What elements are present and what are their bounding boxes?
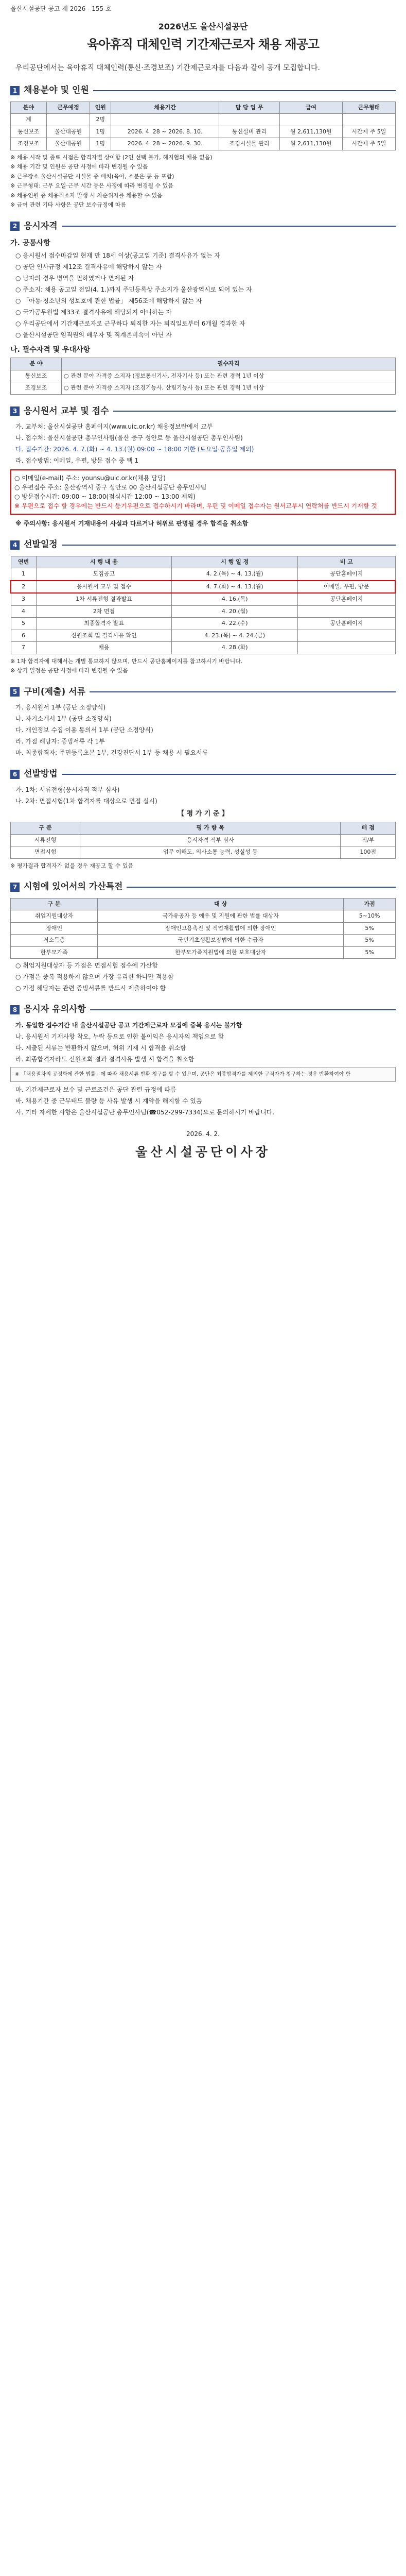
cell: 5% xyxy=(344,946,396,959)
cell: 적/부 xyxy=(341,834,396,846)
cell: 공단홈페이지 xyxy=(298,593,395,605)
note: ※ 급여 관련 기타 사항은 공단 보수규정에 따름 xyxy=(10,201,126,208)
list-item: 나. 자기소개서 1부 (공단 소정양식) xyxy=(15,715,112,722)
cell: 계 xyxy=(11,114,47,126)
cell: 1차 서류전형 결과발표 xyxy=(36,593,172,605)
cell: 시간제 주 5일 xyxy=(342,138,395,150)
th: 인원 xyxy=(90,101,111,114)
cell: 2명 xyxy=(90,114,111,126)
cell: 1명 xyxy=(90,138,111,150)
section-divider xyxy=(62,774,396,775)
mail-info: ○ 우편접수 주소: 울산광역시 중구 성안로 00 울산시설공단 총무인사팀 xyxy=(14,484,207,491)
list-item: ○ 가점 해당자는 관련 증빙서류를 반드시 제출하여야 함 xyxy=(15,985,166,992)
cell xyxy=(46,114,90,126)
issue-date: 2026. 4. 2. xyxy=(186,1130,220,1138)
section-number: 7 xyxy=(10,883,20,892)
cell: 4. 23.(목) ~ 4. 24.(금) xyxy=(172,630,298,642)
cell: 채용 xyxy=(36,642,172,654)
list-item: ○ 가점은 중복 적용하지 않으며 가장 유리한 하나만 적용함 xyxy=(15,973,174,980)
cell: 4. 22.(수) xyxy=(172,618,298,630)
th: 평 가 항 목 xyxy=(80,822,341,835)
section-8-heading xyxy=(10,1003,396,1016)
schedule-table xyxy=(10,556,396,654)
th: 비 고 xyxy=(298,556,395,568)
cell: 장애인고용촉진 및 직업재활법에 의한 장애인 xyxy=(98,922,344,935)
visit-info: ○ 방문접수시간: 09:00 ~ 18:00(점심시간 12:00 ~ 13:00 제외) xyxy=(14,493,196,500)
th: 구 분 xyxy=(11,898,98,910)
list-item: 마. 최종합격자: 주민등록초본 1부, 건강진단서 1부 등 채용 시 필요서류 xyxy=(15,749,208,756)
cell: 국민기초생활보장법에 의한 수급자 xyxy=(98,935,344,947)
cell xyxy=(298,605,395,618)
cell xyxy=(111,114,219,126)
cell: 5% xyxy=(344,935,396,947)
th: 근무예정 xyxy=(46,101,90,114)
section-divider xyxy=(62,545,396,546)
section-5-heading xyxy=(10,686,396,699)
intro-text: 우리공단에서는 육아휴직 대체인력(통신·조경보조) 기간제근로자를 다음과 같이 공개 모집합니다. xyxy=(15,64,320,72)
email-info: ○ 이메일(e-mail) 주소: younsu@uic.or.kr(채용 담당) xyxy=(14,474,166,482)
qualification-table xyxy=(10,358,396,395)
cell: 한부모가족지원법에 의한 보호대상자 xyxy=(98,946,344,959)
th: 대 상 xyxy=(98,898,344,910)
criteria-title: 【 평 가 기 준 】 xyxy=(178,809,228,818)
note: ※ 상기 일정은 공단 사정에 따라 변경될 수 있음 xyxy=(10,667,128,674)
list-item: ○ 「아동·청소년의 성보호에 관한 법률」 제56조에 해당하지 않는 자 xyxy=(15,297,202,304)
section-2-heading xyxy=(10,220,396,233)
note: ※ 채용 기간 및 인원은 공단 사정에 따라 변경될 수 있음 xyxy=(10,163,148,170)
cell: 2026. 4. 28 ~ 2026. 8. 10. xyxy=(111,126,219,138)
section-title: 응시자 유의사항 xyxy=(24,1004,86,1014)
subsection-title: 나. 필수자격 및 우대사항 xyxy=(10,346,91,354)
section-title: 채용분야 및 인원 xyxy=(24,85,89,95)
warning-text: ※ 우편으로 접수 할 경우에는 반드시 등기우편으로 접수하시기 바라며, 우편 및 이메일 접수자는 원서교부시 연락처를 반드시 기재할 것 xyxy=(14,502,377,510)
cell: 3 xyxy=(11,593,36,605)
cell: 저소득층 xyxy=(11,935,98,947)
list-item: ○ 응시원서 접수마감일 현재 만 18세 이상(공고일 기준) 결격사유가 없는 자 xyxy=(15,252,220,259)
table-row xyxy=(11,114,396,126)
list-item: 가. 1차: 서류전형(응시자격 적부 심사) xyxy=(15,786,120,793)
cell: 신원조회 및 결격사유 확인 xyxy=(36,630,172,642)
note: ※ 채용 시작 및 종료 시점은 합격자별 상이함 (2인 선택 불가, 해지협의 채용 없음) xyxy=(10,154,213,161)
th: 필수자격 xyxy=(62,358,396,370)
section-divider xyxy=(127,887,396,888)
cell: 5~10% xyxy=(344,910,396,923)
section-number: 5 xyxy=(10,687,20,697)
table-row xyxy=(11,605,395,618)
cell: 시간제 주 5일 xyxy=(342,126,395,138)
th: 시 행 일 정 xyxy=(172,556,298,568)
table-row xyxy=(11,910,396,923)
cell: 취업지원대상자 xyxy=(11,910,98,923)
note: ※ 근무형태: 근무 요일·근무 시간 등은 사정에 따라 변경될 수 있음 xyxy=(10,182,174,189)
table-row xyxy=(11,946,396,959)
cell: 4 xyxy=(11,605,36,618)
section-3-heading xyxy=(10,405,396,418)
table-row xyxy=(11,846,396,859)
section-title: 선발방법 xyxy=(24,769,58,779)
cell: 면접시험 xyxy=(11,846,80,859)
cell: 응시자격 적부 심사 xyxy=(80,834,341,846)
schedule-notes xyxy=(10,657,396,675)
section-number: 8 xyxy=(10,1005,20,1014)
list-item: 가. 동일한 접수기간 내 울산시설공단 공고 기간제근로자 모집에 중복 응시는 불가함 xyxy=(15,1021,242,1029)
signature-block xyxy=(10,1129,396,1161)
criteria-note: ※ 평가결과 합격자가 없을 경우 재공고 할 수 있음 xyxy=(10,862,134,869)
section-title: 응시자격 xyxy=(24,221,58,231)
section-divider xyxy=(113,411,396,412)
section-title: 시험에 있어서의 가산특전 xyxy=(24,882,123,892)
th: 근무형태 xyxy=(342,101,395,114)
th: 담 당 업 무 xyxy=(219,101,280,114)
cell: 2차 면접 xyxy=(36,605,172,618)
section-6-heading xyxy=(10,768,396,781)
issuer-name: 울산시설공단이사장 xyxy=(135,1144,271,1159)
cell: 2 xyxy=(11,581,36,594)
cell: 1 xyxy=(11,568,36,581)
th: 시 행 내 용 xyxy=(36,556,172,568)
table-row xyxy=(11,593,395,605)
list-item: ○ 울산시설공단 임직원의 배우자 및 직계존비속이 아닌 자 xyxy=(15,331,172,338)
cell: 조경시설물 관리 xyxy=(219,138,280,150)
notice-header xyxy=(10,21,396,54)
criteria-table xyxy=(10,822,396,859)
cell: 월 2,611,130원 xyxy=(279,138,342,150)
list-item: ○ 주소지: 채용 공고일 전일(4. 1.)까지 주민등록상 주소지가 울산광역시로 되어 있는 자 xyxy=(15,286,252,293)
table-row xyxy=(11,382,396,395)
cell: 이메일, 우편, 방문 xyxy=(298,581,395,594)
section-7-heading xyxy=(10,880,396,894)
th: 급여 xyxy=(279,101,342,114)
section-number: 6 xyxy=(10,770,20,779)
cell: 공단홈페이지 xyxy=(298,568,395,581)
subsection-title: 가. 공통사항 xyxy=(10,239,50,247)
list-item: 가. 교부처: 울산시설공단 홈페이지(www.uic.or.kr) 채용정보란에서 교부 xyxy=(15,423,213,430)
recruit-notes xyxy=(10,154,396,210)
th: 가점 xyxy=(344,898,396,910)
cell: 7 xyxy=(11,642,36,654)
table-row xyxy=(11,642,395,654)
list-item: 라. 접수방법: 이메일, 우편, 방문 접수 중 택 1 xyxy=(15,457,139,464)
section-number: 1 xyxy=(10,86,20,95)
cell: 6 xyxy=(11,630,36,642)
cell: 업무 이해도, 의사소통 능력, 성실성 등 xyxy=(80,846,341,859)
table-row xyxy=(11,568,395,581)
section-number: 3 xyxy=(10,406,20,416)
cell: 5% xyxy=(344,922,396,935)
bonus-table xyxy=(10,898,396,959)
list-item: ○ 취업지원대상자 등 가점은 면접시험 점수에 가산함 xyxy=(15,962,158,969)
section-divider xyxy=(90,1009,396,1010)
list-item: ○ 우리공단에서 기간제근로자로 근무하다 퇴직한 자는 퇴직일로부터 6개월 경과한 자 xyxy=(15,320,245,327)
th: 채용기간 xyxy=(111,101,219,114)
list-item: 바. 채용기간 중 근무태도 불량 등 사유 발생 시 계약을 해지할 수 있음 xyxy=(15,1097,202,1105)
note: ※ 1차 합격자에 대해서는 개별 통보하지 않으며, 반드시 공단홈페이지를 참고하시기 바랍니다. xyxy=(10,657,243,665)
section-divider xyxy=(62,226,396,227)
cell: 서류전형 xyxy=(11,834,80,846)
cell: 4. 28.(화) xyxy=(172,642,298,654)
section-title: 구비(제출) 서류 xyxy=(24,686,85,697)
table-row xyxy=(11,126,396,138)
section-title: 응시원서 교부 및 접수 xyxy=(24,405,109,416)
list-item: 가. 응시원서 1부 (공단 소정양식) xyxy=(15,704,106,711)
section-1-heading xyxy=(10,84,396,97)
org-title: 2026년도 울산시설공단 xyxy=(158,22,248,31)
table-row xyxy=(11,630,395,642)
section-divider xyxy=(90,691,396,692)
table-row xyxy=(11,618,395,630)
cell xyxy=(279,114,342,126)
cell: 최종합격자 발표 xyxy=(36,618,172,630)
section-title: 선발일정 xyxy=(24,539,58,550)
section-number: 4 xyxy=(10,540,20,550)
cell: 4. 20.(월) xyxy=(172,605,298,618)
notice-page xyxy=(0,0,406,1172)
cell: 5 xyxy=(11,618,36,630)
th: 분야 xyxy=(11,101,47,114)
list-item: 마. 기간제근로자 보수 및 근로조건은 공단 관련 규정에 따름 xyxy=(15,1086,176,1093)
cell: 국가유공자 등 예우 및 지원에 관한 법률 대상자 xyxy=(98,910,344,923)
list-item: 다. 접수기간: 2026. 4. 7.(화) ~ 4. 13.(월) 09:00 ~ 18:00 기한 (토요일·공휴일 제외) xyxy=(15,446,254,453)
list-item: 나. 응시원서 기재사항 착오, 누락 등으로 인한 불이익은 응시자의 책임으로 함 xyxy=(15,1032,224,1040)
cell: 조경보조 xyxy=(11,382,62,395)
list-item: 다. 제출된 서류는 반환하지 않으며, 허위 기재 시 합격을 취소함 xyxy=(15,1044,186,1052)
th: 분 야 xyxy=(11,358,62,370)
cell: 울산대공원 xyxy=(46,126,90,138)
caution-note: ※ 주의사항: 응시원서 기재내용이 사실과 다르거나 허위로 판명될 경우 합격을 취소함 xyxy=(15,520,249,527)
table-row xyxy=(11,922,396,935)
list-item: 나. 접수처: 울산시설공단 총무인사팀(울산 중구 성안로 등 울산시설공단 총무인사팀) xyxy=(15,434,243,442)
cell: 1명 xyxy=(90,126,111,138)
th: 배 점 xyxy=(341,822,396,835)
table-row-highlighted xyxy=(11,581,395,594)
cell: 100점 xyxy=(341,846,396,859)
list-item: ○ 남자의 경우 병역을 필하였거나 면제된 자 xyxy=(15,275,134,282)
table-row xyxy=(11,935,396,947)
cell: 4. 2.(목) ~ 4. 13.(월) xyxy=(172,568,298,581)
cell: 응시원서 교부 및 접수 xyxy=(36,581,172,594)
list-item: ○ 공단 인사규정 제12조 결격사유에 해당하지 않는 자 xyxy=(15,263,162,270)
cell: 장애인 xyxy=(11,922,98,935)
cell: 한부모가족 xyxy=(11,946,98,959)
list-item: 사. 기타 자세한 사항은 울산시설공단 총무인사팀(☎052-299-7334)으로 문의하시기 바랍니다. xyxy=(15,1108,275,1116)
cell: 4. 7.(화) ~ 4. 13.(월) xyxy=(172,581,298,594)
cell: 통신보조 xyxy=(11,126,47,138)
cell xyxy=(298,630,395,642)
cell: ○ 관련 분야 자격증 소지자 (정보통신기사, 전자기사 등) 또는 관련 경력 1년 이상 xyxy=(62,370,396,382)
cell xyxy=(219,114,280,126)
cell xyxy=(298,642,395,654)
list-item: ○ 국가공무원법 제33조 결격사유에 해당되지 아니하는 자 xyxy=(15,309,172,316)
submission-info-box xyxy=(10,469,396,515)
section-number: 2 xyxy=(10,222,20,231)
cell: ○ 관련 분야 자격증 소지자 (조경기능사, 산림기능사 등) 또는 관련 경력 1년 이상 xyxy=(62,382,396,395)
notice-title: 육아휴직 대체인력 기간제근로자 채용 재공고 xyxy=(87,37,319,52)
cell: 울산대공원 xyxy=(46,138,90,150)
cell: 조경보조 xyxy=(11,138,47,150)
cell: 월 2,611,130원 xyxy=(279,126,342,138)
cell: 통신설비 관리 xyxy=(219,126,280,138)
cell: 2026. 4. 28 ~ 2026. 9. 30. xyxy=(111,138,219,150)
note: ※ 채용인원 중 채용취소자 발생 시 차순위자를 채용할 수 있음 xyxy=(10,192,163,199)
section-4-heading xyxy=(10,538,396,552)
list-item: 나. 2차: 면접시험(1차 합격자를 대상으로 면접 실시) xyxy=(15,797,157,805)
cell: 공단홈페이지 xyxy=(298,618,395,630)
th: 구 분 xyxy=(11,822,80,835)
cell: 모집공고 xyxy=(36,568,172,581)
cell: 4. 16.(목) xyxy=(172,593,298,605)
table-row xyxy=(11,138,396,150)
notice-number: 울산시설공단 공고 제 2026 - 155 호 xyxy=(10,5,112,12)
table-row xyxy=(11,834,396,846)
recruit-table xyxy=(10,101,396,150)
list-item: 라. 가점 해당자: 증빙서류 각 1부 xyxy=(15,738,105,745)
note: ※ 근무장소 울산시설공단 시설물 중 배치(육아, 소분은 통 등 포함) xyxy=(10,173,174,180)
list-item: 다. 개인정보 수집·이용 동의서 1부 (공단 소정양식) xyxy=(15,726,153,734)
th: 연번 xyxy=(11,556,36,568)
section-divider xyxy=(93,90,396,91)
list-item: 라. 최종합격자라도 신원조회 결과 결격사유 발생 시 합격을 취소함 xyxy=(15,1055,195,1063)
cell: 통신보조 xyxy=(11,370,62,382)
cell xyxy=(342,114,395,126)
notice-box: ※ 「채용절차의 공정화에 관한 법률」에 따라 채용서류 반환 청구를 할 수 있으며, 공단은 최종합격자를 제외한 구직자가 청구하는 경우 반환하여야 함 xyxy=(10,1067,396,1082)
table-row xyxy=(11,370,396,382)
